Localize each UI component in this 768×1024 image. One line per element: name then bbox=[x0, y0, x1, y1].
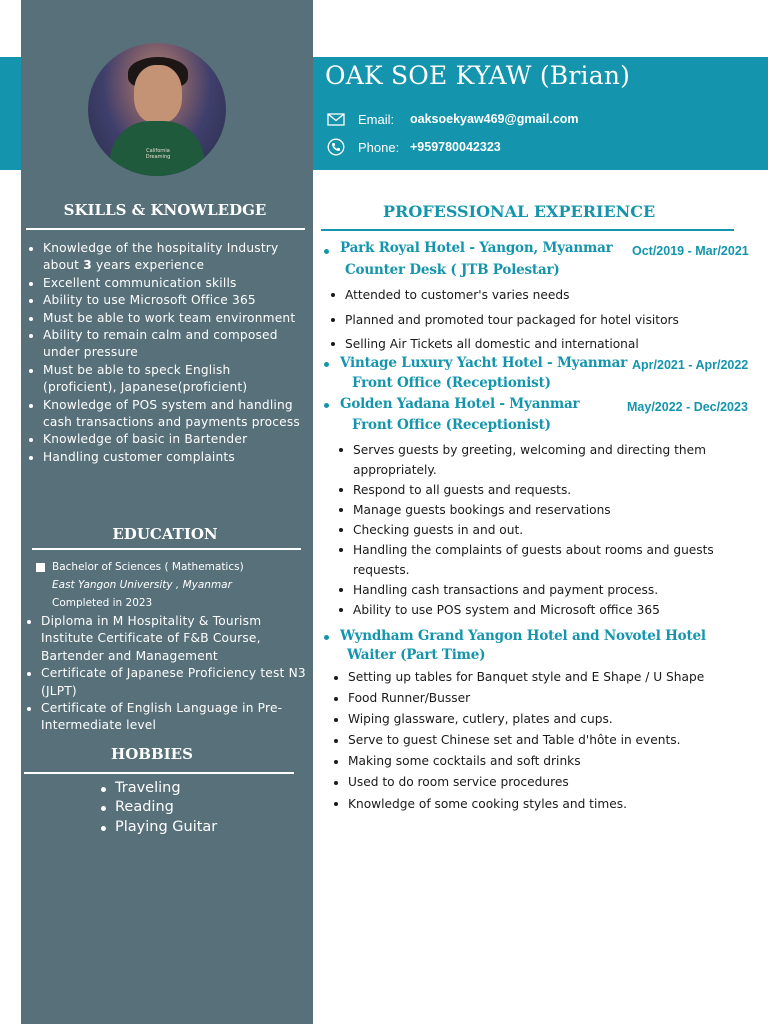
skill-item: Must be able to speck English (proficient), Japanese(proficient) bbox=[25, 362, 307, 397]
job-dates: Apr/2021 - Apr/2022 bbox=[632, 358, 749, 372]
skill-item: Knowledge of POS system and handling cash transactions and payments process bbox=[25, 397, 307, 432]
phone-icon bbox=[326, 138, 346, 156]
job-company: Vintage Luxury Yacht Hotel - Myanmar bbox=[340, 355, 628, 371]
duty-item: Respond to all guests and requests. bbox=[336, 480, 756, 500]
skill-item: Knowledge of basic in Bartender bbox=[25, 431, 307, 448]
envelope-icon bbox=[326, 110, 346, 128]
job-role: Front Office (Receptionist) bbox=[352, 375, 551, 391]
job-role: Waiter (Part Time) bbox=[347, 647, 486, 663]
duty-item: Making some cocktails and soft drinks bbox=[331, 751, 704, 772]
duty-item: Used to do room service procedures bbox=[331, 772, 704, 793]
skill-item: Ability to use Microsoft Office 365 bbox=[25, 292, 307, 309]
hobbies-list bbox=[98, 779, 217, 837]
email-label: Email: bbox=[358, 111, 395, 127]
photo-shirt-text: California Dreaming bbox=[145, 148, 171, 160]
job-duties-list bbox=[331, 667, 704, 815]
degree-university: East Yangon University , Myanmar bbox=[52, 579, 232, 591]
duty-item: Planned and promoted tour packaged for hotel visitors bbox=[328, 308, 679, 333]
hobbies-divider bbox=[24, 772, 294, 774]
phone-label: Phone: bbox=[358, 139, 400, 155]
skills-list bbox=[25, 240, 307, 466]
job-company: Wyndham Grand Yangon Hotel and Novotel Hotel bbox=[340, 628, 706, 644]
hobbies-heading: HOBBIES bbox=[111, 745, 193, 763]
skill-item: Ability to remain calm and composed under pressure bbox=[25, 327, 307, 362]
email-value[interactable]: oaksoekyaw469@gmail.com bbox=[410, 112, 579, 126]
degree-entry bbox=[35, 558, 244, 612]
skill-item: Handling customer complaints bbox=[25, 449, 307, 466]
hobby-item: Traveling bbox=[98, 779, 217, 798]
phone-row bbox=[326, 137, 501, 157]
job-bullet-icon bbox=[324, 249, 329, 254]
candidate-name: OAK SOE KYAW (Brian) bbox=[325, 61, 631, 90]
duty-item: Serve to guest Chinese set and Table d'hôte in events. bbox=[331, 730, 704, 751]
phone-value[interactable]: +959780042323 bbox=[410, 140, 501, 154]
duty-item: Handling cash transactions and payment process. bbox=[336, 580, 756, 600]
experience-heading: PROFESSIONAL EXPERIENCE bbox=[383, 202, 656, 221]
duty-item: Selling Air Tickets all domestic and international bbox=[328, 332, 679, 357]
duty-item: Handling the complaints of guests about rooms and guests requests. bbox=[336, 540, 756, 580]
skill-item: Must be able to work team environment bbox=[25, 310, 307, 327]
duty-item: Setting up tables for Banquet style and E Shape / U Shape bbox=[331, 667, 704, 688]
experience-divider bbox=[321, 229, 734, 231]
education-list bbox=[23, 613, 313, 735]
job-company: Golden Yadana Hotel - Myanmar bbox=[340, 396, 580, 412]
duty-item: Wiping glassware, cutlery, plates and cups. bbox=[331, 709, 704, 730]
job-role: Front Office (Receptionist) bbox=[352, 417, 551, 433]
hobby-item: Reading bbox=[98, 798, 217, 817]
education-heading: EDUCATION bbox=[112, 525, 218, 543]
duty-item: Manage guests bookings and reservations bbox=[336, 500, 756, 520]
email-row bbox=[326, 109, 579, 129]
skill-item: Excellent communication skills bbox=[25, 275, 307, 292]
job-bullet-icon bbox=[324, 635, 329, 640]
education-divider bbox=[32, 548, 301, 550]
duty-item: Knowledge of some cooking styles and times. bbox=[331, 794, 704, 815]
degree-completed: Completed in 2023 bbox=[52, 597, 153, 609]
skill-item: Knowledge of the hospitality Industry about 3 years experience bbox=[25, 240, 307, 275]
education-item: Diploma in M Hospitality & Tourism Institute Certificate of F&B Course, Bartender and Management bbox=[23, 613, 313, 665]
hobby-item: Playing Guitar bbox=[98, 818, 217, 837]
job-dates: May/2022 - Dec/2023 bbox=[627, 400, 748, 414]
duty-item: Serves guests by greeting, welcoming and directing them appropriately. bbox=[336, 440, 756, 480]
duty-item: Checking guests in and out. bbox=[336, 520, 756, 540]
duty-item: Food Runner/Busser bbox=[331, 688, 704, 709]
duty-item: Ability to use POS system and Microsoft office 365 bbox=[336, 600, 756, 620]
profile-photo bbox=[88, 43, 226, 176]
skills-heading: SKILLS & KNOWLEDGE bbox=[63, 201, 267, 219]
job-company: Park Royal Hotel - Yangon, Myanmar bbox=[340, 240, 613, 256]
job-duties-list bbox=[328, 283, 679, 357]
square-bullet-icon bbox=[36, 563, 45, 572]
duty-item: Attended to customer's varies needs bbox=[328, 283, 679, 308]
job-duties-list bbox=[336, 440, 756, 620]
job-role: Counter Desk ( JTB Polestar) bbox=[345, 262, 560, 278]
job-dates: Oct/2019 - Mar/2021 bbox=[632, 244, 749, 258]
job-bullet-icon bbox=[324, 362, 329, 367]
education-item: Certificate of Japanese Proficiency test N3 (JLPT) bbox=[23, 665, 313, 700]
education-item: Certificate of English Language in Pre-Intermediate level bbox=[23, 700, 313, 735]
skills-divider bbox=[26, 228, 305, 230]
job-bullet-icon bbox=[324, 403, 329, 408]
degree-title: Bachelor of Sciences ( Mathematics) bbox=[52, 561, 244, 573]
